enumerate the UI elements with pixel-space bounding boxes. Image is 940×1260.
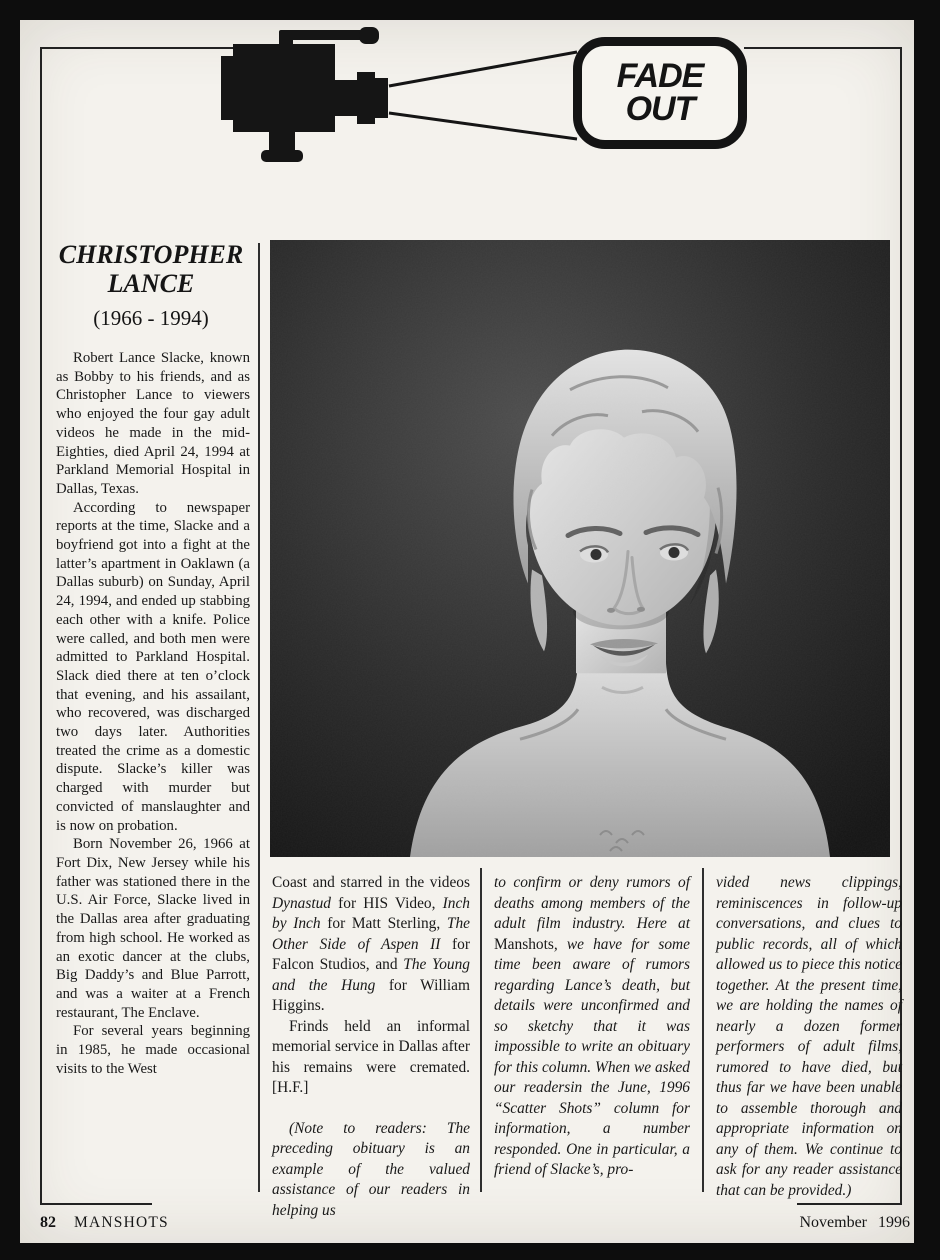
fade-out-badge-line2: OUT	[625, 90, 695, 128]
fade-out-badge	[573, 37, 747, 149]
obituary-title-line1: CHRISTOPHER	[58, 240, 244, 269]
footer-issue-date: November 1996	[799, 1214, 910, 1231]
paragraph: Robert Lance Slacke, known as Bobby to his friends, and as Christopher Lance to viewers who enjoyed the four gay adult videos he made in the mid-Eighties, died April 24, 1994 at Parkland Memorial Hospital in Dallas, Texas.	[56, 350, 250, 497]
paragraph: According to newspaper reports at the time, Slacke and a boyfriend got into a fight at the latter’s apartment in Oaklawn (a Dallas suburb) on Sunday, April 24, 1994, and ended up stabbing each other with a knife. Police were called, and both men were admitted to Parkland Hospital. Slack died there at ten o’clock that evening, and his assailant, who recovered, was discharged two days later. Authorities treated the crime as a domestic dispute. Slacke’s killer was charged with murder but convicted of manslaughter and is now on probation.	[56, 499, 250, 834]
paragraph: Coast and starred in the videos Dynastud for HIS Video, Inch by Inch for Matt Sterling, The Other Side of Aspen II for Falcon Studios, and The Young and the Hung for William Higgins.	[272, 874, 470, 1014]
paragraph: Frinds held an informal memorial service in Dallas after his remains were cremated. [H.F.]	[272, 1017, 470, 1096]
obituary-title-line2: LANCE	[107, 269, 195, 299]
inner-border-left	[40, 47, 42, 1205]
obituary-title-block	[50, 240, 252, 331]
paragraph: For several years beginning in 1985, he made occasional visits to the West	[56, 1023, 250, 1077]
fade-out-header-art	[0, 0, 940, 210]
note-to-readers-paragraph: (Note to readers: The preceding obituary is an example of the valued assistance of our readers in helping us	[272, 1119, 470, 1219]
projection-beam-lines	[389, 52, 577, 139]
paragraph: Born November 26, 1966 at Fort Dix, New Jersey while his father was stationed there in the U.S. Air Force, Slacke lived in the Dallas area after graduating from high school. He worked as an exotic dancer at the clubs, Big Daddy’s and Blue Parrott, and was a waiter at a French restaurant, The Enclave.	[56, 836, 250, 1021]
page-number: 82	[40, 1214, 56, 1231]
footer-left	[40, 1214, 169, 1232]
portrait-photo	[270, 240, 890, 857]
fade-out-badge-line1: FADE	[616, 56, 704, 95]
movie-camera-icon	[221, 27, 388, 162]
column-2	[272, 873, 470, 1221]
inner-border-bottom-right-segment	[797, 1203, 902, 1205]
column-separator-3	[702, 868, 704, 1192]
obituary-years: (1966 - 1994)	[93, 305, 209, 330]
magazine-name: MANSHOTS	[74, 1214, 169, 1231]
inner-border-bottom-left-segment	[40, 1203, 152, 1205]
column-separator-2	[480, 868, 482, 1192]
column-3	[494, 873, 690, 1181]
note-to-readers-paragraph: to confirm or deny rumors of deaths among members of the adult film industry. Here at Manshots, we have for some time been aware of rumors regarding Lance’s death, but details were unconfirmed and so sketchy that it was impossible to write an obituary for this column. When we asked our readersin the June, 1996 “Scatter Shots” column for information, a number responded. One in particular, a friend of Slacke’s, pro-	[494, 874, 690, 1178]
note-to-readers-paragraph: vided news clippings, reminiscences in follow-up conversations, and clues to public records, all of which allowed us to piece this notice together. At the present time, we are holding the names of nearly a dozen former performers of adult films, rumored to have died, but thus far we have been unable to assemble thorough and appropriate information on any of them. We continue to ask for any reader assistance that can be provided.)	[716, 874, 902, 1199]
left-column	[56, 349, 250, 1078]
column-separator-1	[258, 243, 260, 1192]
column-4	[716, 873, 902, 1201]
